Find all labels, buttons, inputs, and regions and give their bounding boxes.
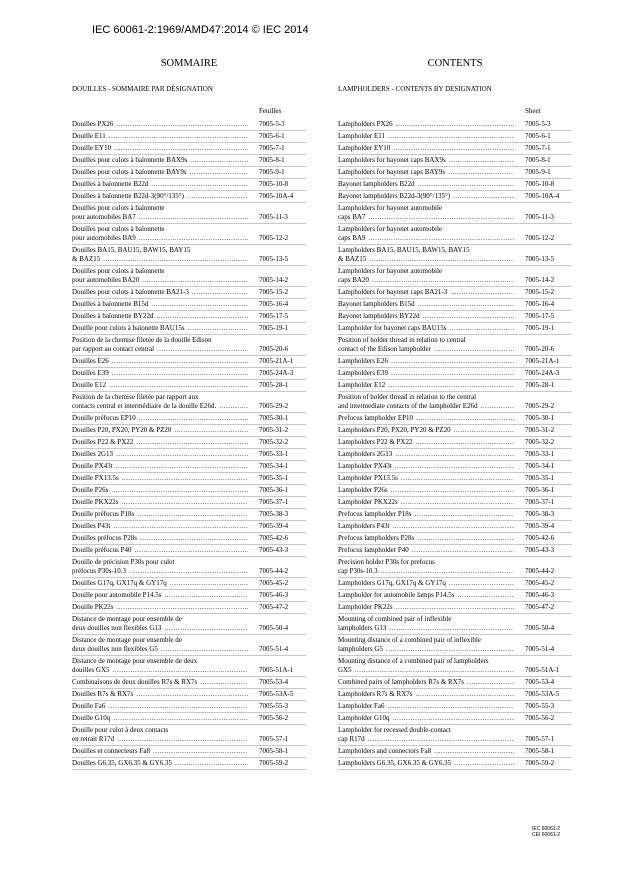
toc-entry — [338, 656, 572, 677]
toc-entry-label: Lampholder G10q — [338, 714, 390, 722]
toc-entry-label: Lampholders for bayonet automobile caps BA20 — [338, 267, 442, 284]
toc-entry-label: Douilles pour culots à baïonnette pour automobiles BA20 — [72, 267, 165, 284]
toc-entry-sheet: 7005-34-1 — [259, 462, 289, 470]
toc-entry-label: Douilles P43t — [72, 522, 111, 530]
toc-entry — [338, 713, 572, 725]
toc-entry-label: Lampholder for bayonet caps BAU15s — [338, 324, 447, 332]
toc-entry-label: Douille préfocus P40 — [72, 546, 132, 554]
toc-entry-sheet: 7005-7-1 — [259, 144, 285, 152]
toc-entry — [338, 497, 572, 509]
toc-entry — [72, 473, 306, 485]
toc-entry-label: Lampholder P26s — [338, 486, 388, 494]
toc-entry — [72, 758, 306, 770]
toc-entry-sheet: 7005-11-3 — [525, 213, 554, 221]
toc-entry-sheet: 7005-46-3 — [525, 591, 555, 599]
toc-entry-label: Douille préfocus EP10 — [72, 414, 136, 422]
page-footer — [532, 826, 560, 838]
toc-entry-sheet: 7005-29-2 — [525, 402, 555, 410]
toc-entry — [338, 689, 572, 701]
toc-entry-label: Bayonet lampholders B22d-3(90°/135°) — [338, 192, 451, 200]
toc-entry-sheet: 7005-11-3 — [259, 213, 288, 221]
toc-entry-sheet: 7005-14-2 — [525, 276, 555, 284]
toc-entry-sheet: 7005-35-1 — [525, 474, 555, 482]
toc-entry-sheet: 7005-55-3 — [525, 702, 555, 710]
toc-entry-label: Prefocus lampholder EP10 — [338, 414, 414, 422]
sommaire-title: SOMMAIRE — [160, 58, 218, 69]
toc-entry-label: Lampholder for recessed double-contact cap R17d — [338, 726, 451, 743]
toc-entry — [72, 356, 306, 368]
toc-entry — [338, 266, 572, 287]
toc-entry — [72, 635, 306, 656]
toc-entry-label: Lampholders for bayonet automobile caps BA7 — [338, 204, 442, 221]
toc-entry-sheet: 7005-7-1 — [525, 144, 551, 152]
toc-entry-label: Douille E12 — [72, 381, 107, 389]
toc-entry — [72, 179, 306, 191]
toc-entry — [72, 119, 306, 131]
toc-entry-label: Douille G10q — [72, 714, 111, 722]
toc-entry — [72, 155, 306, 167]
toc-entry-label: Douilles et connecteurs Fa8 — [72, 747, 150, 755]
toc-entry-sheet: 7005-17-5 — [525, 312, 555, 320]
toc-entry-sheet: 7005-20-6 — [259, 345, 289, 353]
toc-entry — [338, 701, 572, 713]
toc-entry-sheet: 7005-36-1 — [259, 486, 289, 494]
toc-entry — [72, 557, 306, 578]
toc-entry-sheet: 7005-31-2 — [525, 426, 555, 434]
toc-entry — [338, 179, 572, 191]
toc-entry — [72, 545, 306, 557]
toc-entry-sheet: 7005-56-2 — [525, 714, 555, 722]
feuilles-column-header: Feuilles — [259, 107, 282, 115]
toc-entry-label: Lampholders G6.35, GX6.35 & GY6.35 — [338, 759, 452, 767]
toc-entry-label: Combinaisons de deux douilles R7s & RX7s — [72, 678, 198, 686]
toc-entry-label: Lampholder for automobile lamps P14.5s — [338, 591, 455, 599]
toc-entry-sheet: 7005-58-1 — [259, 747, 289, 755]
toc-entry-label: Lampholders 2G13 — [338, 450, 393, 458]
toc-entry-label: Douilles pour culots à baïonnette BAX9s — [72, 156, 188, 164]
toc-entry — [338, 461, 572, 473]
toc-entry-sheet: 7005-35-1 — [259, 474, 289, 482]
toc-entry — [72, 521, 306, 533]
toc-entry — [338, 155, 572, 167]
toc-entry-sheet: 7005-39-4 — [259, 522, 289, 530]
toc-entry-label: Lampholders for bayonet automobile caps BA9 — [338, 225, 442, 242]
toc-entry — [72, 614, 306, 635]
toc-entry-sheet: 7005-59-2 — [259, 759, 289, 767]
toc-entry-sheet: 7005-57-1 — [525, 735, 555, 743]
toc-entry — [72, 323, 306, 335]
toc-entry-label: Position of holder thread in relation to the central and intermediate contacts of the lampholder E26d — [338, 393, 478, 410]
toc-entry-sheet: 7005-30-1 — [259, 414, 289, 422]
toc-entry — [338, 533, 572, 545]
toc-entry-sheet: 7005-5-3 — [525, 120, 551, 128]
toc-entry-label: Douilles à baïonnette BY22d — [72, 312, 154, 320]
toc-entry-sheet: 7005-33-1 — [259, 450, 289, 458]
toc-entry-sheet: 7005-37-1 — [525, 498, 555, 506]
toc-entry-sheet: 7005-53A-5 — [525, 690, 560, 698]
toc-entry-label: Douille PX13.5s — [72, 474, 119, 482]
toc-entry — [338, 545, 572, 557]
toc-entry-sheet: 7005-10-8 — [259, 180, 289, 188]
toc-entry — [338, 167, 572, 179]
toc-entry-label: Douilles à baïonnette B22d-3(90°/135°) — [72, 192, 184, 200]
toc-entry-sheet: 7005-55-3 — [259, 702, 289, 710]
toc-entry — [338, 449, 572, 461]
toc-entry-sheet: 7005-43-3 — [259, 546, 289, 554]
toc-entry — [338, 725, 572, 746]
toc-entry-label: Douilles P20, PX20, PY20 & PZ20 — [72, 426, 172, 434]
toc-entry — [338, 323, 572, 335]
toc-entry-sheet: 7005-34-1 — [525, 462, 555, 470]
toc-entry-label: Douilles à baïonnette B22d — [72, 180, 149, 188]
toc-entry — [72, 713, 306, 725]
toc-entry-sheet: 7005-38-3 — [259, 510, 289, 518]
toc-entry-label: Lampholders and connectors Fa8 — [338, 747, 432, 755]
toc-entry-sheet: 7005-24A-3 — [525, 369, 560, 377]
toc-entry-label: Douille E11 — [72, 132, 106, 140]
toc-entry — [72, 380, 306, 392]
toc-entry-sheet: 7005-39-4 — [525, 522, 555, 530]
toc-entry-label: Prefocus lampholder P18s — [338, 510, 412, 518]
toc-entry — [338, 356, 572, 368]
toc-entry-label: Douille préfocus P18s — [72, 510, 135, 518]
toc-entry — [72, 266, 306, 287]
toc-entry — [72, 368, 306, 380]
sommaire-subtitle: DOUILLES - SOMMAIRE PAR DÉSIGNATION — [72, 85, 213, 93]
toc-entry-sheet: 7005-19-1 — [525, 324, 555, 332]
toc-entry-label: Douille pour culot à deux contacts en retrait R17d — [72, 726, 169, 743]
toc-entry — [338, 602, 572, 614]
toc-entry-sheet: 7005-6-1 — [259, 132, 285, 140]
toc-entry-sheet: 7005-32-2 — [525, 438, 555, 446]
toc-entry-label: Bayonet lampholders BY22d — [338, 312, 420, 320]
toc-entry-label: Lampholders E39 — [338, 369, 388, 377]
toc-entry-sheet: 7005-13-5 — [525, 255, 555, 263]
toc-entry-sheet: 7005-45-2 — [525, 579, 555, 587]
toc-entry-sheet: 7005-51-4 — [259, 645, 289, 653]
toc-entry-sheet: 7005-29-2 — [259, 402, 289, 410]
toc-entry — [72, 167, 306, 179]
toc-entry-label: Lampholder PK22s — [338, 603, 393, 611]
toc-entry — [72, 425, 306, 437]
toc-entry — [72, 578, 306, 590]
toc-entry-label: Lampholders P20, PX20, PY20 & PZ20 — [338, 426, 451, 434]
toc-entry-sheet: 7005-8-1 — [525, 156, 551, 164]
toc-entry-sheet: 7005-15-2 — [259, 288, 289, 296]
toc-entry — [338, 437, 572, 449]
toc-entry — [72, 461, 306, 473]
toc-entry — [338, 425, 572, 437]
toc-entry — [72, 449, 306, 461]
toc-entry — [72, 701, 306, 713]
toc-entry-label: Lampholders PX26 — [338, 120, 393, 128]
toc-entry — [72, 656, 306, 677]
toc-entry-sheet: 7005-53-4 — [259, 678, 289, 686]
toc-entry-label: Douilles E39 — [72, 369, 109, 377]
toc-entry — [338, 614, 572, 635]
toc-entry-sheet: 7005-57-1 — [259, 735, 289, 743]
toc-entry-sheet: 7005-6-1 — [525, 132, 551, 140]
toc-entry-sheet: 7005-5-3 — [259, 120, 285, 128]
toc-entry — [338, 746, 572, 758]
toc-entry-sheet: 7005-51A-1 — [525, 666, 560, 674]
toc-entry — [338, 299, 572, 311]
toc-entry-sheet: 7005-50-4 — [259, 624, 289, 632]
toc-entry — [338, 311, 572, 323]
toc-entry-label: Douille de précision P30s pour culot préfocus P30s-10.3 — [72, 558, 175, 575]
toc-entry-label: Lampholders P22 & PX22 — [338, 438, 413, 446]
toc-entry-sheet: 7005-36-1 — [525, 486, 555, 494]
toc-entry-label: Position de la chemise filetée par rapport aux contacts central et intermédiaire de la douille E26d. — [72, 393, 217, 410]
toc-entry-sheet: 7005-21A-1 — [525, 357, 560, 365]
toc-entry — [338, 131, 572, 143]
toc-entry-sheet: 7005-33-1 — [525, 450, 555, 458]
toc-entry — [72, 533, 306, 545]
toc-entry-label: Lampholders P43t — [338, 522, 390, 530]
toc-entry-label: Lampholders for bayonet caps BAY9s — [338, 168, 446, 176]
toc-entry-label: Mounting distance of a combined pair of inflexible lampholders G5 — [338, 636, 481, 653]
toc-entry-label: Lampholders R7s & RX7s — [338, 690, 413, 698]
toc-entry-sheet: 7005-10A-4 — [525, 192, 560, 200]
toc-entry — [72, 746, 306, 758]
toc-entry-sheet: 7005-32-2 — [259, 438, 289, 446]
toc-entry-label: Distance de montage pour ensemble de deux douilles non flexibles G13 — [72, 615, 182, 632]
toc-entry-label: Douille EY10 — [72, 144, 112, 152]
toc-entry-label: Lampholders BA15, BAU15, BAW15, BAY15 & BAZ15 — [338, 246, 470, 263]
toc-entry-label: Lampholders G17q, GX17q & GY17q — [338, 579, 446, 587]
toc-entry-sheet: 7005-8-1 — [259, 156, 285, 164]
toc-entry-label: Douilles R7s & RX7s — [72, 690, 134, 698]
toc-entry — [72, 590, 306, 602]
toc-entry — [72, 287, 306, 299]
toc-entry-sheet: 7005-47-2 — [525, 603, 555, 611]
toc-entry — [72, 413, 306, 425]
toc-entry-sheet: 7005-44-2 — [259, 567, 289, 575]
toc-entry — [338, 287, 572, 299]
toc-entry-sheet: 7005-42-6 — [259, 534, 289, 542]
toc-entry-label: Douilles pour culots à baïonnette BA21-3 — [72, 288, 189, 296]
toc-entry — [72, 497, 306, 509]
toc-entry-sheet: 7005-30-1 — [525, 414, 555, 422]
toc-entry-sheet: 7005-21A-1 — [259, 357, 294, 365]
toc-entry — [338, 485, 572, 497]
toc-entry-label: Mounting of combined pair of inflexible lampholders G13 — [338, 615, 452, 632]
toc-entry-sheet: 7005-10A-4 — [259, 192, 294, 200]
toc-entry-label: Douille P26s — [72, 486, 109, 494]
toc-entry-label: Lampholder E11 — [338, 132, 385, 140]
toc-entry-label: Douilles P22 & PX22 — [72, 438, 134, 446]
toc-entry — [338, 758, 572, 770]
toc-entry — [72, 677, 306, 689]
toc-entry-sheet: 7005-31-2 — [259, 426, 289, 434]
toc-entry-label: Lampholder Fa6 — [338, 702, 385, 710]
toc-entry — [72, 311, 306, 323]
toc-entry — [72, 509, 306, 521]
toc-entry-label: Douilles BA15, BAU15, BAW15, BAY15 & BAZ15 — [72, 246, 191, 263]
toc-entry — [338, 335, 572, 356]
toc-entry-label: Douilles PX26 — [72, 120, 114, 128]
toc-entry — [72, 725, 306, 746]
toc-entry-sheet: 7005-51A-1 — [259, 666, 294, 674]
toc-entry-label: Douilles pour culots à baïonnette pour automobiles BA9 — [72, 225, 165, 242]
toc-entry-label: Douilles 2G13 — [72, 450, 114, 458]
toc-entry — [72, 392, 306, 413]
toc-entry — [72, 203, 306, 224]
toc-entry-sheet: 7005-42-6 — [525, 534, 555, 542]
toc-entry-sheet: 7005-37-1 — [259, 498, 289, 506]
toc-entry-sheet: 7005-12-2 — [525, 234, 555, 242]
toc-entry-label: Distance de montage pour ensemble de deux douilles GX5 — [72, 657, 198, 674]
toc-entry-sheet: 7005-53-4 — [525, 678, 555, 686]
toc-entry-label: Lampholder PX43t — [338, 462, 392, 470]
toc-entry-sheet: 7005-28-1 — [259, 381, 289, 389]
toc-entry — [72, 689, 306, 701]
toc-entry-sheet: 7005-19-1 — [259, 324, 289, 332]
toc-entry — [338, 521, 572, 533]
toc-entry-label: Precision holder P30s for prefocus cap P30s-10.3 — [338, 558, 435, 575]
toc-entry — [338, 203, 572, 224]
toc-entry-label: Douille PKX22s — [72, 498, 119, 506]
toc-entry-sheet: 7005-45-2 — [259, 579, 289, 587]
toc-entry — [338, 578, 572, 590]
contents-title: CONTENTS — [427, 58, 483, 69]
toc-entry-sheet: 7005-53A-5 — [259, 690, 294, 698]
toc-entry-label: Mounting distance of a combined pair of lampholders GX5 — [338, 657, 489, 674]
toc-entry-label: Position of holder thread in relation to central contact of the Edison lampholder — [338, 336, 466, 353]
toc-entry-label: Douilles pour culots à baïonnette BAY9s — [72, 168, 187, 176]
toc-entry-label: Douilles G17q, GX17q & GY17q — [72, 579, 167, 587]
toc-entry — [338, 224, 572, 245]
toc-entry-label: Prefocus lampholders P28s — [338, 534, 415, 542]
toc-entry-label: Lampholder PX13.5s — [338, 474, 398, 482]
toc-entry-label: Douille pour automobile P14.5s — [72, 591, 162, 599]
toc-entry — [72, 485, 306, 497]
toc-entry-sheet: 7005-16-4 — [259, 300, 289, 308]
toc-entry-label: Combined pairs of lampholders R7s & RX7s — [338, 678, 464, 686]
toc-entry-label: Prefocus lampholder P40 — [338, 546, 409, 554]
toc-entry — [338, 557, 572, 578]
toc-entry-sheet: 7005-10-8 — [525, 180, 555, 188]
toc-entry-sheet: 7005-38-3 — [525, 510, 555, 518]
toc-entry-label: Lampholders for bayonet caps BAX9s — [338, 156, 446, 164]
toc-entry-label: Douille Fa6 — [72, 702, 106, 710]
toc-entry-sheet: 7005-9-1 — [259, 168, 285, 176]
toc-entry — [338, 380, 572, 392]
toc-entry-sheet: 7005-16-4 — [525, 300, 555, 308]
toc-entry-sheet: 7005-15-2 — [525, 288, 555, 296]
toc-entry-sheet: 7005-50-4 — [525, 624, 555, 632]
toc-entry-label: Bayonet lampholders B22d — [338, 180, 415, 188]
footer-iec: IEC 60061-2 — [532, 826, 561, 832]
toc-entry-label: Lampholder PKX22s — [338, 498, 398, 506]
footer-cei: CEI 60061-2 — [532, 832, 561, 838]
toc-entry-sheet: 7005-43-3 — [525, 546, 555, 554]
toc-entry-label: Distance de montage pour ensemble de deux douilles non flexibles G5 — [72, 636, 182, 653]
toc-entry-label: Douille pour culots à baïonette BAU15s — [72, 324, 185, 332]
toc-entry-sheet: 7005-47-2 — [259, 603, 289, 611]
document-header: IEC 60061-2:1969/AMD47:2014 © IEC 2014 — [92, 24, 309, 36]
toc-entry-sheet: 7005-56-2 — [259, 714, 289, 722]
toc-entry-sheet: 7005-17-5 — [259, 312, 289, 320]
toc-entry — [72, 191, 306, 203]
toc-entry-label: Lampholder EY10 — [338, 144, 391, 152]
contents-subtitle: LAMPHOLDERS - CONTENTS BY DESIGNATION — [338, 85, 492, 93]
toc-entry — [72, 224, 306, 245]
toc-entry-sheet: 7005-12-2 — [259, 234, 289, 242]
toc-entry — [338, 368, 572, 380]
toc-entry — [338, 245, 572, 266]
toc-entry-label: Douilles préfocus P28s — [72, 534, 137, 542]
toc-entry-sheet: 7005-9-1 — [525, 168, 551, 176]
toc-entry — [338, 191, 572, 203]
toc-entry — [72, 131, 306, 143]
toc-entry — [338, 143, 572, 155]
toc-entry — [72, 602, 306, 614]
toc-entry-sheet: 7005-46-3 — [259, 591, 289, 599]
toc-entry — [338, 119, 572, 131]
toc-entry-sheet: 7005-20-6 — [525, 345, 555, 353]
toc-entry-label: Lampholders E26 — [338, 357, 388, 365]
toc-entry-label: Lampholder E12 — [338, 381, 386, 389]
toc-entry — [72, 245, 306, 266]
toc-entry-label: Douille PK22s — [72, 603, 114, 611]
toc-entry-label: Douilles G6.35, GX6.35 & GY6.35 — [72, 759, 172, 767]
contents-list — [338, 119, 572, 770]
toc-entry-sheet: 7005-28-1 — [525, 381, 555, 389]
toc-entry-label: Douilles E26 — [72, 357, 109, 365]
toc-entry — [338, 413, 572, 425]
toc-entry-sheet: 7005-14-2 — [259, 276, 289, 284]
toc-entry — [338, 392, 572, 413]
toc-entry-label: Douilles à baïonnette B15d — [72, 300, 149, 308]
toc-entry-sheet: 7005-59-2 — [525, 759, 555, 767]
toc-entry-sheet: 7005-24A-3 — [259, 369, 294, 377]
toc-entry-label: Bayonet lampholders B15d — [338, 300, 415, 308]
toc-entry — [338, 473, 572, 485]
toc-entry-label: Douille PX43t — [72, 462, 113, 470]
toc-entry-sheet: 7005-58-1 — [525, 747, 555, 755]
toc-entry — [338, 509, 572, 521]
toc-entry-label: Lampholders for bayonet caps BA21-3 — [338, 288, 448, 296]
toc-entry-label: Position de la chemise filetée de la douille Edison par rapport au contact central — [72, 336, 212, 353]
toc-entry — [72, 437, 306, 449]
toc-entry — [338, 635, 572, 656]
toc-entry — [338, 677, 572, 689]
toc-entry-sheet: 7005-13-5 — [259, 255, 289, 263]
toc-entry-label: Douilles pour culots à baïonnette pour automobiles BA7 — [72, 204, 165, 221]
toc-entry — [72, 143, 306, 155]
toc-entry — [338, 590, 572, 602]
toc-entry — [72, 335, 306, 356]
toc-entry-sheet: 7005-51-4 — [525, 645, 555, 653]
toc-entry — [72, 299, 306, 311]
sheet-column-header: Sheet — [525, 107, 541, 115]
toc-entry-sheet: 7005-44-2 — [525, 567, 555, 575]
sommaire-list — [72, 119, 306, 770]
